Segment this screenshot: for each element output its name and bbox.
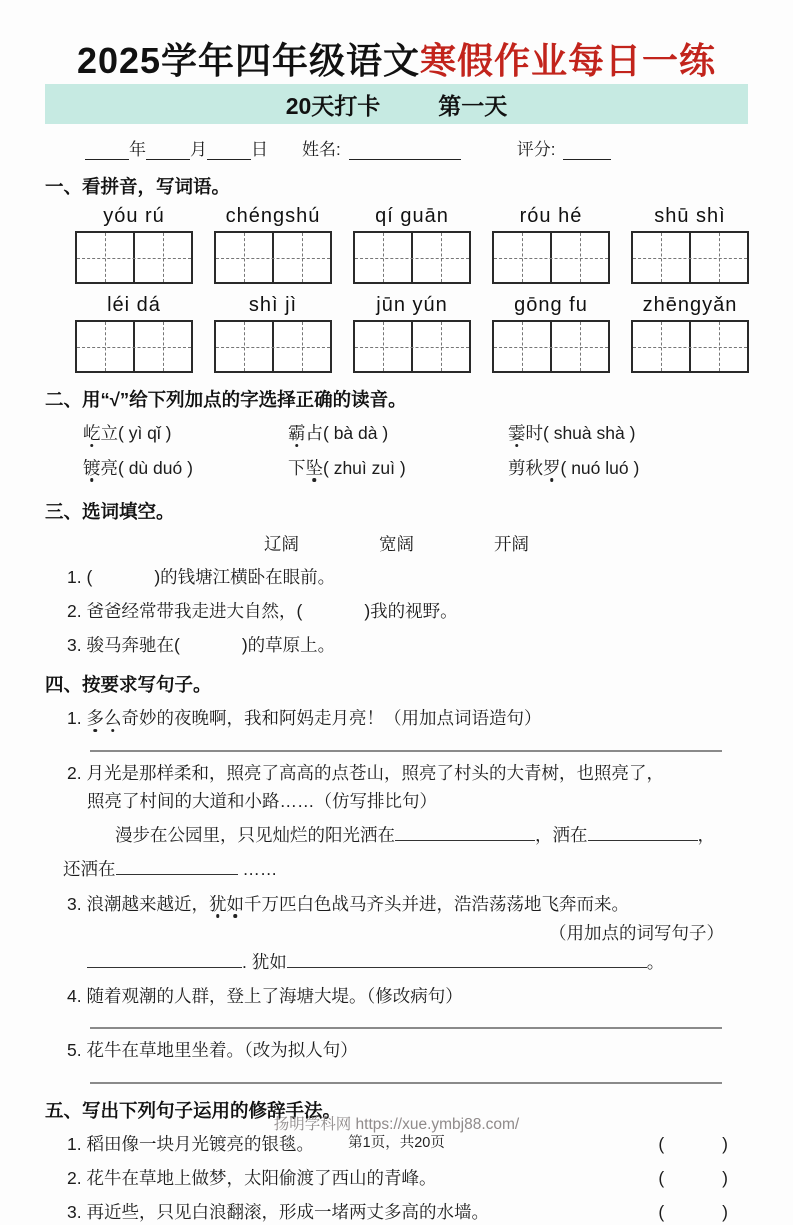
pron-item: 镀亮( dù duó ) [83, 457, 193, 478]
pinyin-word: shì jì [248, 294, 298, 317]
site-watermark: 扬明学科网 https://xue.ymbj88.com/ [273, 1115, 520, 1133]
word-option: 开阔 [494, 533, 529, 554]
pinyin-word: shū shì [654, 205, 726, 228]
score-blank [563, 143, 611, 161]
pron-item: 下坠( zhuì zuì ) [288, 457, 406, 478]
writing-box [631, 320, 749, 373]
name-blank [349, 143, 461, 161]
pron-options: ( bà dà ) [323, 423, 389, 444]
dotted-word: 犹如 [208, 893, 244, 914]
pinyin-word: chéngshú [225, 205, 321, 228]
dotted-word: 多么 [86, 708, 122, 729]
year-blank [85, 143, 129, 161]
dotted-char: 坠 [305, 457, 323, 478]
writing-box [75, 320, 193, 373]
pron-item: 霎时( shuà shà ) [508, 423, 636, 444]
writing-box [492, 320, 610, 373]
writing-box [353, 320, 471, 373]
fill-item: 3. 骏马奔驰在( )的草原上。 [67, 635, 336, 656]
title-red: 寒假作业每日一练 [420, 40, 717, 81]
pron-options: ( shuà shà ) [543, 423, 636, 444]
writing-box [631, 231, 749, 284]
pinyin-word: qí guān [375, 205, 449, 228]
answer-line [90, 750, 722, 752]
sentence-item-2: 2. 月光是那样柔和，照亮了高高的点苍山，照亮了村头的大青树，也照亮了， [67, 762, 664, 783]
name-label: 姓名: [302, 140, 341, 160]
score-label: 评分: [516, 140, 556, 160]
pron-item: 屹立( yì qǐ ) [83, 423, 172, 444]
date-line [45, 135, 748, 160]
dotted-char: 罗 [543, 457, 561, 478]
word-option: 辽阔 [264, 533, 299, 554]
year-label: 年 [129, 140, 146, 160]
word-options [45, 531, 748, 556]
banner-day-label: 第一天 [438, 92, 508, 119]
page-footer [0, 1115, 793, 1153]
inline-blank [395, 823, 535, 841]
pron-item: 剪秋罗( nuó luó ) [508, 457, 640, 478]
pronunciation-choices [83, 416, 748, 484]
section-5-heading: 五、写出下列句子运用的修辞手法。 [45, 1099, 342, 1121]
section-4-heading: 四、按要求写句子。 [45, 674, 212, 696]
answer-line [90, 1082, 722, 1084]
dotted-char: 霸 [288, 423, 306, 444]
day-label: 日 [251, 140, 268, 160]
page-title [45, 40, 748, 81]
rhetoric-item: 1. 稻田像一块月光镀亮的银毯。 ( ) [67, 1133, 728, 1154]
dotted-char: 屹 [83, 423, 101, 444]
pron-options: ( nuó luó ) [560, 457, 640, 478]
dotted-char: 镀 [83, 457, 101, 478]
writing-box [214, 231, 332, 284]
fill-item: 2. 爸爸经常带我走进大自然，( )我的视野。 [67, 600, 458, 621]
fill-item: 1. ( )的钱塘江横卧在眼前。 [67, 566, 336, 587]
pinyin-word: léi dá [107, 294, 161, 317]
word-option: 宽阔 [379, 533, 414, 554]
pinyin-word: róu hé [519, 205, 583, 228]
month-blank [146, 143, 190, 161]
pinyin-row-1 [73, 205, 751, 284]
writing-box [214, 320, 332, 373]
rhetoric-item: 2. 花牛在草地上做梦，太阳偷渡了西山的青峰。 ( ) [67, 1167, 728, 1188]
writing-box [353, 231, 471, 284]
sentence-item-3: 3. 浪潮越来越近，犹如千万匹白色战马齐头并进，浩浩荡荡地飞奔而来。 [67, 893, 629, 914]
pinyin-word: yóu rú [103, 205, 165, 228]
instruction-note: （用加点的词写句子） [549, 922, 724, 943]
sentence-item-5: 5. 花牛在草地里坐着。（改为拟人句） [67, 1040, 358, 1061]
answer-line [90, 1027, 722, 1029]
pron-options: ( yì qǐ ) [118, 423, 172, 444]
day-banner [45, 84, 748, 124]
sentence-item-1: 1. 多么奇妙的夜晚啊，我和阿妈走月亮！（用加点词语造句） [67, 708, 542, 729]
title-black: 2025学年四年级语文 [76, 40, 421, 81]
section-1-heading: 一、看拼音，写词语。 [45, 176, 231, 198]
section-2-heading: 二、用“√”给下列加点的字选择正确的读音。 [45, 389, 407, 411]
writing-box [75, 231, 193, 284]
pinyin-word: zhēngyǎn [642, 294, 738, 317]
pron-item: 霸占( bà dà ) [288, 423, 389, 444]
rhetoric-item: 3. 再近些，只见白浪翻滚，形成一堵两丈多高的水墙。 ( ) [67, 1202, 728, 1223]
inline-blank [116, 858, 238, 876]
pinyin-word: jūn yún [376, 294, 448, 317]
inline-blank [87, 950, 242, 968]
writing-box [492, 231, 610, 284]
page-number: 第1页，共20页 [348, 1134, 445, 1151]
sentence-item-4: 4. 随着观潮的人群，登上了海塘大堤。（修改病句） [67, 986, 463, 1007]
banner-checkin-label: 20天打卡 [285, 92, 381, 119]
pinyin-row-2 [73, 294, 751, 373]
dotted-char: 霎 [508, 423, 526, 444]
pron-options: ( zhuì zuì ) [323, 457, 406, 478]
month-label: 月 [190, 140, 207, 160]
section-3-heading: 三、选词填空。 [45, 500, 175, 522]
inline-blank [588, 823, 698, 841]
pron-options: ( dù duó ) [118, 457, 193, 478]
inline-blank [287, 950, 647, 968]
pinyin-word: gōng fu [514, 294, 588, 317]
day-blank [207, 143, 251, 161]
